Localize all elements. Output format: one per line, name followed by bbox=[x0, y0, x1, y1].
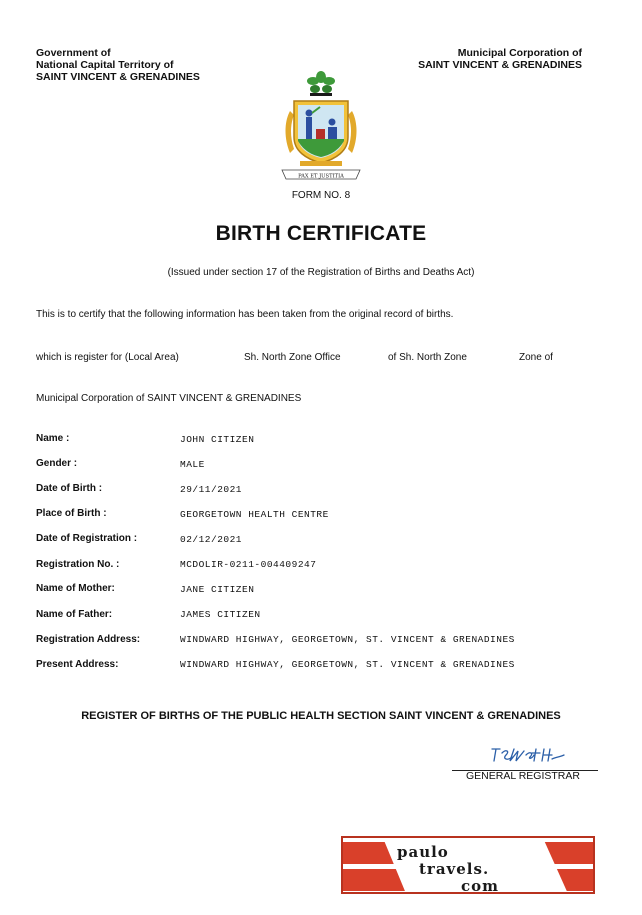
gov-line-2: National Capital Territory of bbox=[36, 59, 174, 71]
certify-statement: This is to certify that the following information has been taken from the original record of births. bbox=[36, 309, 454, 320]
place-of-birth-label: Place of Birth : bbox=[36, 508, 107, 519]
muni-line-1: Municipal Corporation of bbox=[457, 47, 582, 59]
paulo-travels-watermark bbox=[341, 836, 595, 894]
issuance-note: (Issued under section 17 of the Registration of Births and Deaths Act) bbox=[167, 267, 475, 278]
local-area-office: Sh. North Zone Office bbox=[244, 352, 341, 363]
date-of-birth-label: Date of Birth : bbox=[36, 483, 103, 494]
present-address-label: Present Address: bbox=[36, 659, 119, 670]
gender-label: Gender : bbox=[36, 458, 78, 469]
date-of-registration-label: Date of Registration : bbox=[36, 533, 138, 544]
watermark-text bbox=[343, 844, 595, 894]
registration-address-value: WINDWARD HIGHWAY, GEORGETOWN, ST. VINCENT & GRENADINES bbox=[180, 634, 515, 645]
coat-of-arms-icon bbox=[280, 67, 362, 185]
register-statement: REGISTER OF BIRTHS OF THE PUBLIC HEALTH SECTION SAINT VINCENT & GRENADINES bbox=[81, 710, 561, 722]
gov-line-1: Government of bbox=[36, 47, 111, 59]
gender-value: MALE bbox=[180, 459, 205, 470]
local-area-prefix: which is register for (Local Area) bbox=[36, 352, 179, 363]
date-of-registration-value: 02/12/2021 bbox=[180, 534, 243, 545]
watermark-line-2: travels. bbox=[419, 860, 490, 878]
watermark-line-3: com bbox=[461, 877, 500, 894]
mother-name-value: JANE CITIZEN bbox=[180, 584, 255, 595]
registration-number-label: Registration No. : bbox=[36, 559, 120, 570]
local-area-zone: of Sh. North Zone bbox=[388, 352, 467, 363]
emblem-motto: PAX ET JUSTITIA bbox=[298, 173, 344, 180]
father-name-label: Name of Father: bbox=[36, 609, 113, 620]
local-area-zone-of: Zone of bbox=[519, 352, 553, 363]
form-number: FORM NO. 8 bbox=[291, 190, 351, 201]
crest-leaves-icon bbox=[307, 71, 335, 96]
issuing-government bbox=[36, 47, 200, 83]
muni-line-2: SAINT VINCENT & GRENADINES bbox=[418, 59, 582, 71]
registration-number-value: MCDOLIR-0211-004409247 bbox=[180, 559, 317, 570]
present-address-value: WINDWARD HIGHWAY, GEORGETOWN, ST. VINCENT & GRENADINES bbox=[180, 659, 515, 670]
registrar-signature-icon bbox=[486, 743, 566, 765]
municipal-statement: Municipal Corporation of SAINT VINCENT & GRENADINES bbox=[36, 393, 302, 404]
name-label: Name : bbox=[36, 433, 70, 444]
registrar-title: GENERAL REGISTRAR bbox=[466, 770, 580, 782]
watermark-line-1: paulo bbox=[397, 843, 449, 861]
father-name-value: JAMES CITIZEN bbox=[180, 609, 261, 620]
page-title: BIRTH CERTIFICATE bbox=[215, 222, 427, 245]
place-of-birth-value: GEORGETOWN HEALTH CENTRE bbox=[180, 509, 329, 520]
gov-line-3: SAINT VINCENT & GRENADINES bbox=[36, 71, 200, 83]
issuing-municipality bbox=[418, 47, 582, 71]
date-of-birth-value: 29/11/2021 bbox=[180, 484, 243, 495]
mother-name-label: Name of Mother: bbox=[36, 583, 115, 594]
name-value: JOHN CITIZEN bbox=[180, 434, 255, 445]
registration-address-label: Registration Address: bbox=[36, 634, 141, 645]
